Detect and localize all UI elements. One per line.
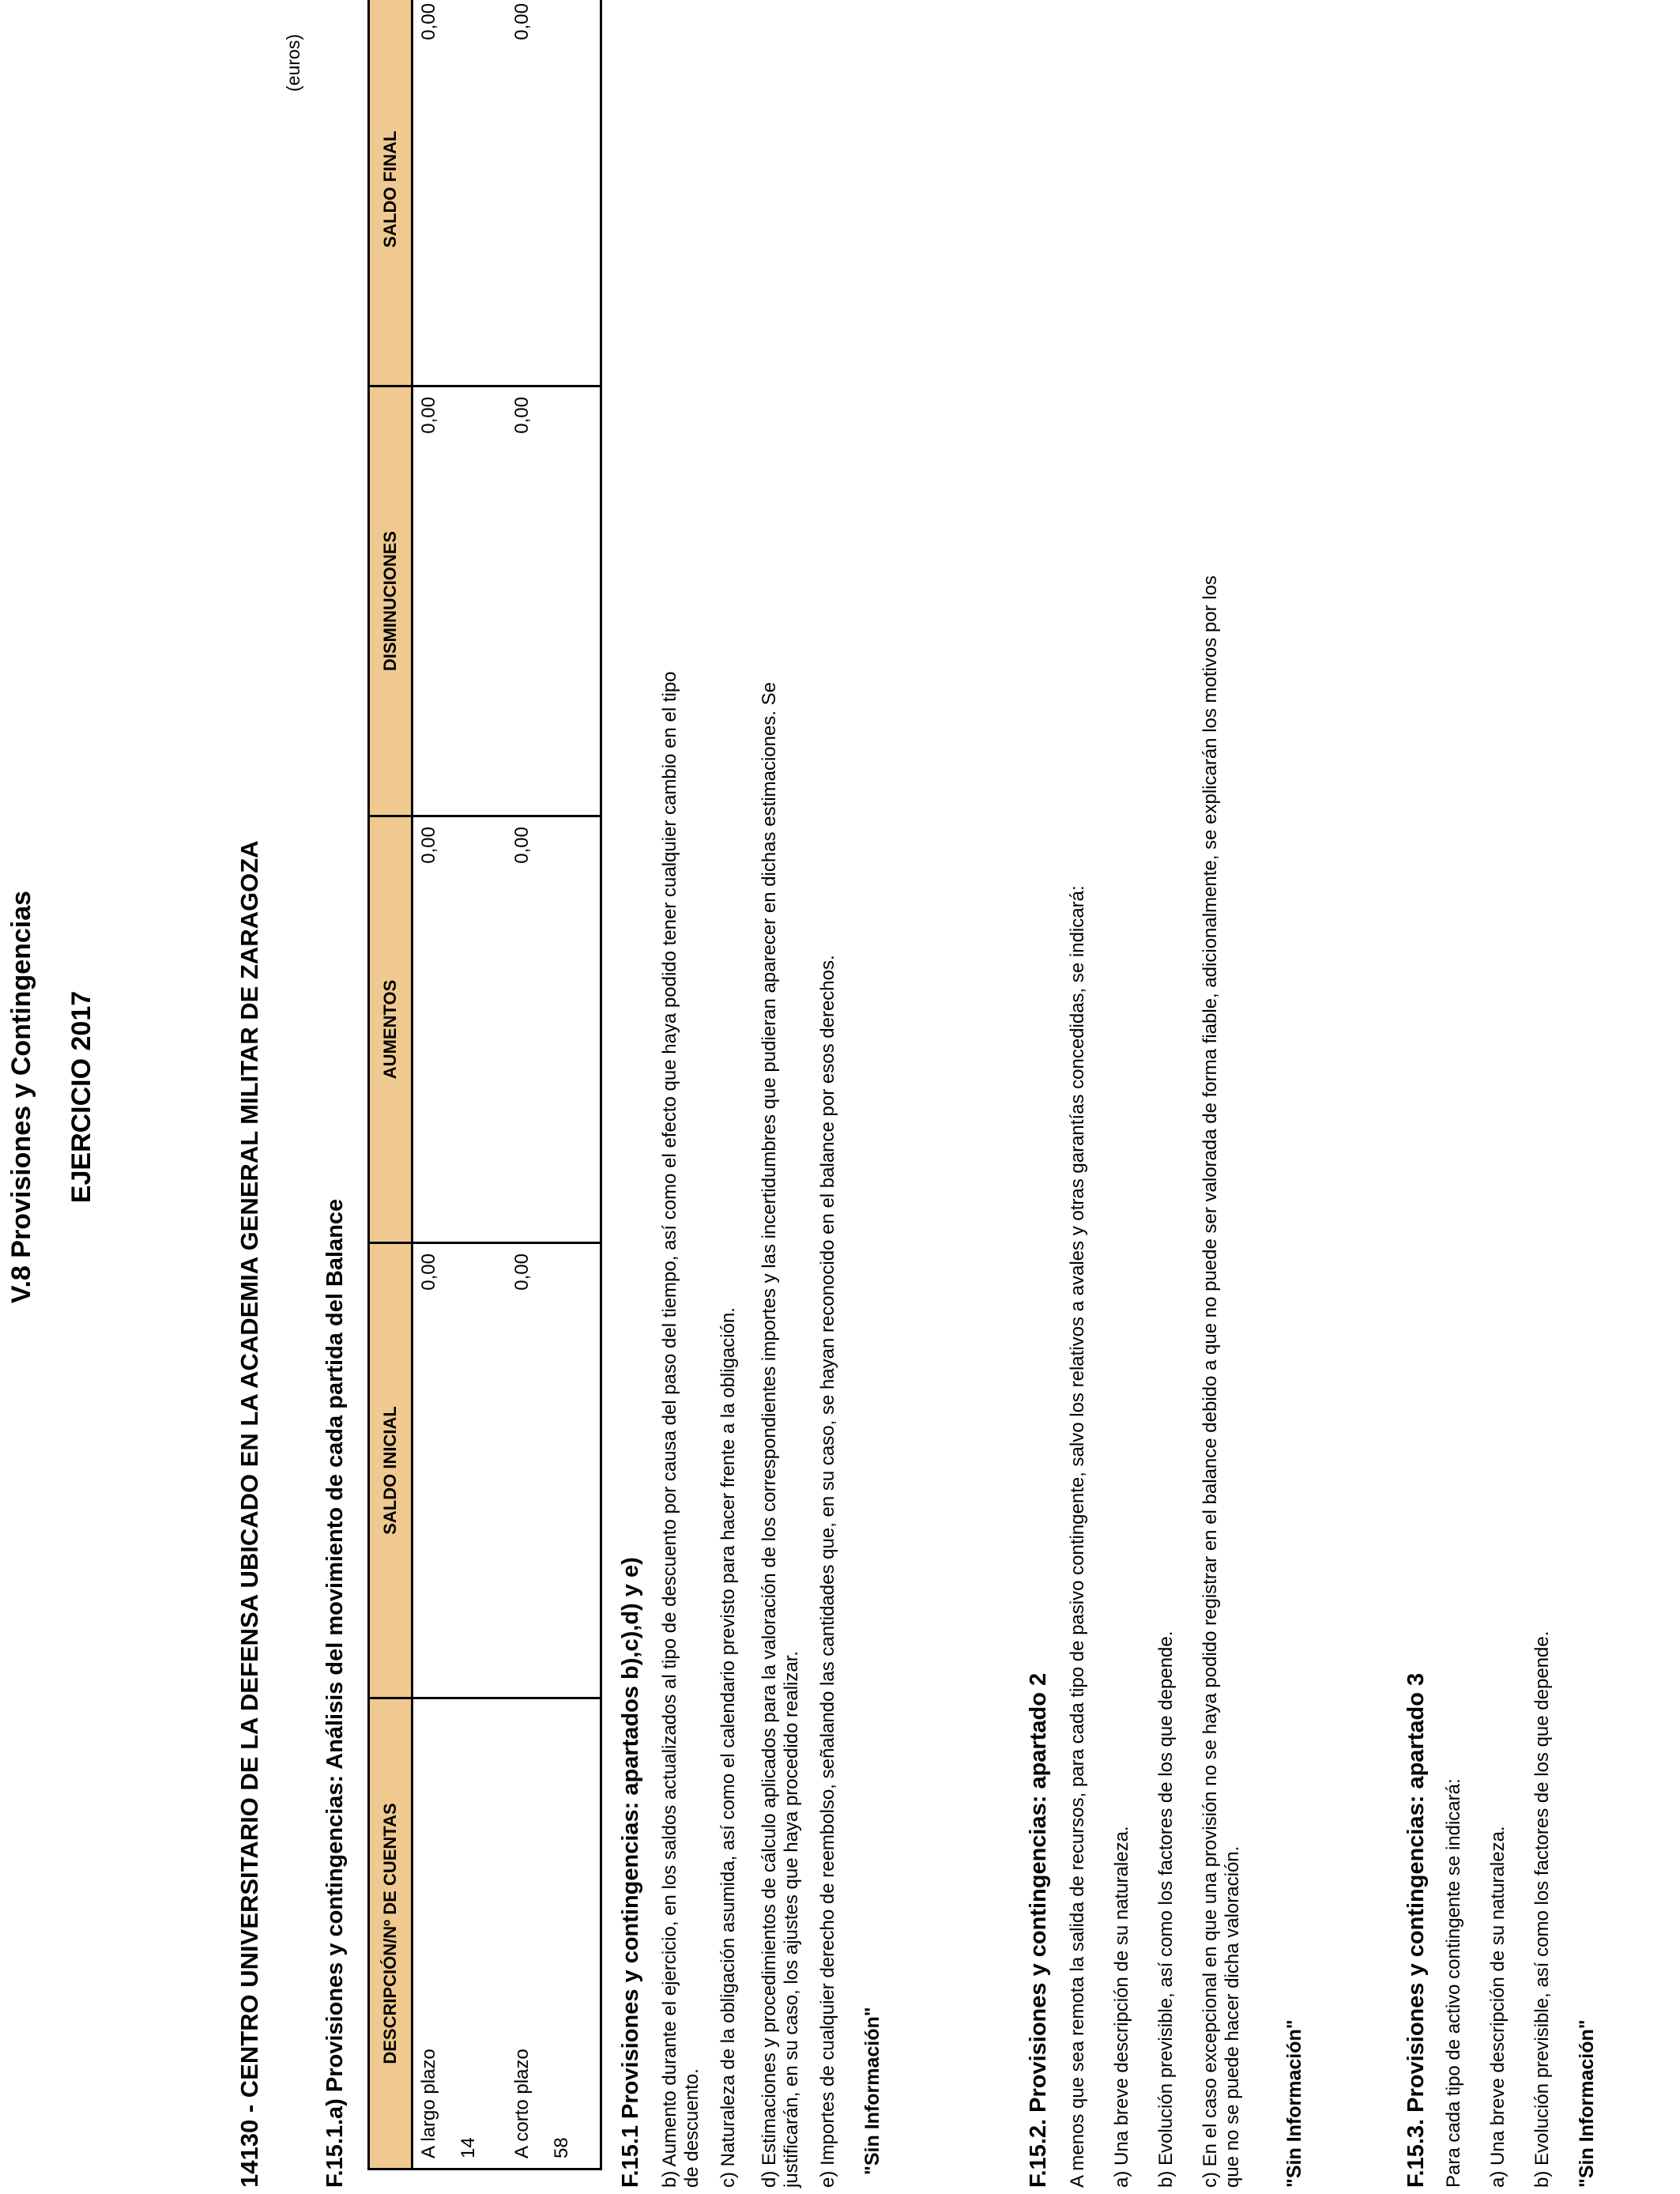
f1511-item-b: b) Aumento durante el ejercicio, en los saldos actualizados al tipo de descuento por causa del paso del tiempo, así como el efecto que haya podido tener cualquier cambio en el tipo de descuento. [659,671,703,2188]
f152-item-b: b) Evolución previsible, así como los factores de los que depende. [1155,1630,1177,2188]
provisions-table [367,0,602,2170]
f152-heading: F.15.2. Provisiones y contingencias: apartado 2 [1026,1672,1051,2188]
row-description: A corto plazo [511,2049,533,2158]
col-header-aumentos: AUMENTOS [369,816,412,1243]
row-account: 14 [458,2137,479,2158]
table-row [412,0,507,2169]
table-row [507,0,601,2169]
f1511-item-e: e) Importes de cualquier derecho de reembolso, señalando las cantidades que, en su caso, se hayan reconocido en el balance por esos derechos. [817,955,838,2188]
saldo-final-cell: 0,00 [507,0,601,386]
f152-intro: A menos que sea remota la salida de recursos, para cada tipo de pasivo contingente, salvo los relativos a avales y otras garantías concedidas, se indicará: [1067,885,1088,2188]
currency-note: (euros) [283,34,303,92]
aumentos-cell: 0,00 [412,816,507,1243]
col-header-saldo-final: SALDO FINAL [369,0,412,386]
table-header-row [369,0,412,2169]
disminuciones-cell: 0,00 [507,386,601,816]
row-description-cell [507,1698,601,2169]
f1511-item-d: d) Estimaciones y procedimientos de cálculo aplicados para la valoración de los correspondientes importes y las incertidumbres que pudieran aparecer en dichas estimaciones. Se justificarán, en su caso, los ajustes que haya procedido realizar. [759,681,802,2188]
f152-no-info: "Sin Información" [1283,2019,1305,2188]
disminuciones-cell: 0,00 [412,386,507,816]
entity-name: 14130 - CENTRO UNIVERSITARIO DE LA DEFENSA UBICADO EN LA ACADEMIA GENERAL MILITAR DE ZARAGOZA [235,840,263,2188]
f1511-heading: F.15.1 Provisiones y contingencias: apartados b),c),d) y e) [618,1557,643,2188]
saldo-inicial-cell: 0,00 [412,1243,507,1698]
f153-intro: Para cada tipo de activo contingente se indicará: [1443,1778,1464,2188]
f153-item-a: a) Una breve descripción de su naturaleza. [1487,1826,1509,2188]
saldo-inicial-cell: 0,00 [507,1243,601,1698]
f152-item-c: c) En el caso excepcional en que una provisión no se haya podido registrar en el balance debido a que no puede ser valorada de forma fiable, adicionalmente, se explicarán los motivos por los que no se puede hacer dicha valoración. [1200,575,1243,2188]
col-header-disminuciones: DISMINUCIONES [369,386,412,816]
row-description: A largo plazo [418,2049,439,2158]
exercise-year: EJERCICIO 2017 [66,990,96,1204]
row-account: 58 [551,2137,572,2158]
col-header-description: DESCRIPCIÓN/Nº DE CUENTAS [369,1698,412,2169]
col-header-saldo-inicial: SALDO INICIAL [369,1243,412,1698]
f153-item-b: b) Evolución previsible, así como los factores de los que depende. [1531,1630,1553,2188]
f1511-item-c: c) Naturaleza de la obligación asumida, así como el calendario previsto para hacer frente a la obligación. [718,1307,739,2188]
f153-heading: F.15.3. Provisiones y contingencias: apartado 3 [1403,1672,1429,2188]
aumentos-cell: 0,00 [507,816,601,1243]
table-heading: F.15.1.a) Provisiones y contingencias: Análisis del movimiento de cada partida del Balance [322,1198,348,2188]
f153-no-info: "Sin Información" [1576,2019,1598,2188]
saldo-final-cell: 0,00 [412,0,507,386]
row-description-cell [412,1698,507,2169]
section-title: V.8 Provisiones y Contingencias [6,890,36,1304]
f152-item-a: a) Una breve descripción de su naturaleza. [1111,1826,1132,2188]
f1511-no-info: "Sin Información" [861,2007,883,2175]
